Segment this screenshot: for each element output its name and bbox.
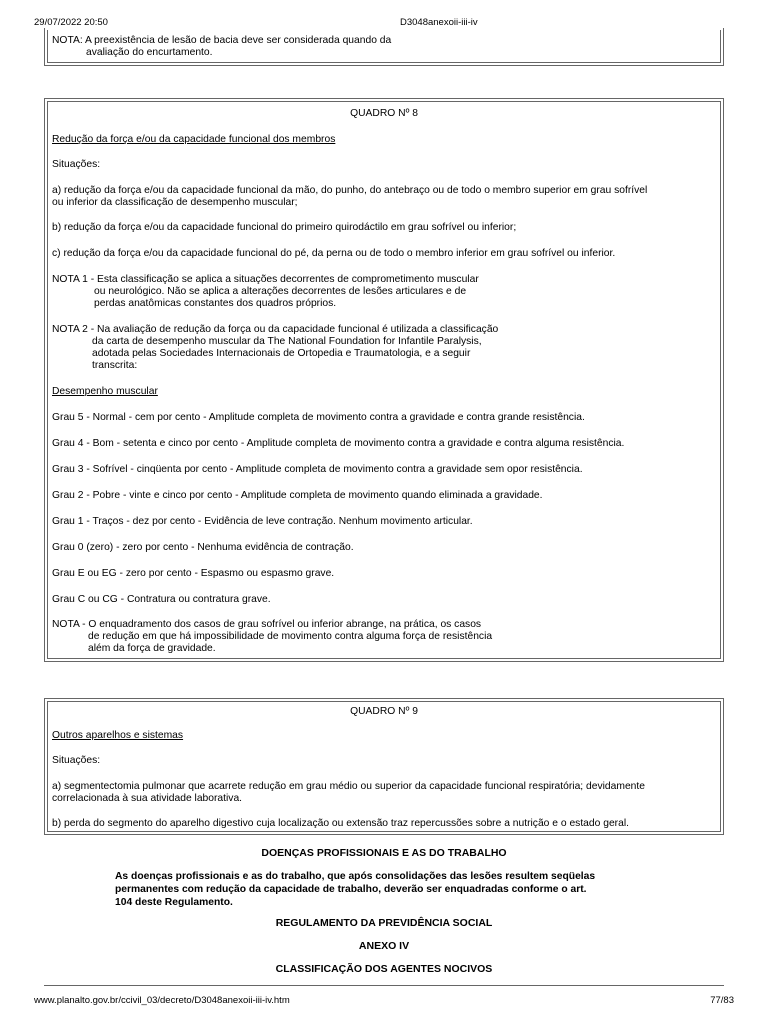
print-title: D3048anexoii-iii-iv (400, 17, 478, 28)
item-a-cont: ou inferior da classificação de desempenho muscular; (52, 197, 298, 208)
doencas-line: permanentes com redução da capacidade de trabalho, deverão ser enquadradas conforme o art. (115, 884, 587, 895)
grau-c: Grau C ou CG - Contratura ou contratura grave. (52, 594, 271, 605)
anexo-title: ANEXO IV (358, 940, 410, 952)
print-date: 29/07/2022 20:50 (34, 17, 108, 28)
note-line: avaliação do encurtamento. (86, 47, 213, 58)
situacoes-label: Situações: (52, 159, 101, 170)
bottom-divider (44, 985, 724, 986)
footer-url: www.planalto.gov.br/ccivil_03/decreto/D3048anexoii-iii-iv.htm (34, 995, 290, 1006)
doencas-title: DOENÇAS PROFISSIONAIS E AS DO TRABALHO (261, 847, 507, 859)
item-c: c) redução da força e/ou da capacidade funcional do pé, da perna ou de todo o membro inferior em grau sofrível ou inferior. (52, 248, 616, 259)
grau-2: Grau 2 - Pobre - vinte e cinco por cento - Amplitude completa de movimento quando eliminada a gravidade. (52, 490, 543, 501)
nota-2: NOTA 2 - Na avaliação de redução da força ou da capacidade funcional é utilizada a classificação (52, 324, 499, 335)
quadro-8-box (44, 98, 724, 662)
footer-page-number: 77/83 (710, 995, 734, 1006)
item-a: a) redução da força e/ou da capacidade funcional da mão, do punho, do antebraço ou de todo o membro superior em grau sofrível (52, 185, 648, 196)
item-b: b) redução da força e/ou da capacidade funcional do primeiro quirodáctilo em grau sofrível ou inferior; (52, 222, 517, 233)
grau-5: Grau 5 - Normal - cem por cento - Amplitude completa de movimento contra a gravidade e contra grande resistência. (52, 412, 585, 423)
situacoes-label: Situações: (52, 755, 101, 766)
note-box-continuation (44, 28, 724, 66)
regulamento-title: REGULAMENTO DA PREVIDÊNCIA SOCIAL (275, 917, 493, 929)
item-a-cont: correlacionada à sua atividade laborativa. (52, 793, 243, 804)
quadro-8-title: QUADRO Nº 8 (350, 108, 418, 119)
quadro-9-heading: Outros aparelhos e sistemas (52, 730, 184, 741)
grau-0: Grau 0 (zero) - zero por cento - Nenhuma evidência de contração. (52, 542, 354, 553)
nota-1-line: ou neurológico. Não se aplica a alterações decorrentes de lesões articulares e de (94, 286, 467, 297)
nota-final: NOTA - O enquadramento dos casos de grau sofrível ou inferior abrange, na prática, os casos (52, 619, 482, 630)
doencas-line: As doenças profissionais e as do trabalho, que após consolidações das lesões resultem seqüelas (115, 871, 596, 882)
quadro-9-title: QUADRO Nº 9 (350, 706, 418, 717)
classificacao-title: CLASSIFICAÇÃO DOS AGENTES NOCIVOS (275, 963, 493, 975)
grau-4: Grau 4 - Bom - setenta e cinco por cento - Amplitude completa de movimento contra a gravidade e contra alguma resistência. (52, 438, 625, 449)
nota-1: NOTA 1 - Esta classificação se aplica a situações decorrentes de comprometimento muscular (52, 274, 479, 285)
doencas-paragraph (115, 870, 660, 909)
nota-1-line: perdas anatômicas constantes dos quadros próprios. (94, 298, 337, 309)
nota-final-line: além da força de gravidade. (88, 643, 216, 654)
nota-2-line: da carta de desempenho muscular da The National Foundation for Infantile Paralysis, (92, 336, 482, 347)
quadro-8-heading: Redução da força e/ou da capacidade funcional dos membros (52, 134, 336, 145)
quadro-9-box (44, 698, 724, 835)
grau-e: Grau E ou EG - zero por cento - Espasmo ou espasmo grave. (52, 568, 335, 579)
item-b: b) perda do segmento do aparelho digestivo cuja localização ou extensão traz repercussões sobre a nutrição e o estado geral. (52, 818, 629, 829)
nota-final-line: de redução em que há impossibilidade de movimento contra alguma força de resistência (88, 631, 493, 642)
nota-2-line: transcrita: (92, 360, 138, 371)
grau-3: Grau 3 - Sofrível - cinqüenta por cento - Amplitude completa de movimento contra a gravidade sem opor resistência. (52, 464, 583, 475)
grau-1: Grau 1 - Traços - dez por cento - Evidência de leve contração. Nenhum movimento articular. (52, 516, 473, 527)
desempenho-heading: Desempenho muscular (52, 386, 158, 397)
note-line: NOTA: A preexistência de lesão de bacia deve ser considerada quando da (52, 35, 392, 46)
item-a: a) segmentectomia pulmonar que acarrete redução em grau médio ou superior da capacidade funcional respiratória; devidamente (52, 781, 645, 792)
doencas-line: 104 deste Regulamento. (115, 897, 233, 908)
nota-2-line: adotada pelas Sociedades Internacionais de Ortopedia e Traumatologia, e a seguir (92, 348, 471, 359)
